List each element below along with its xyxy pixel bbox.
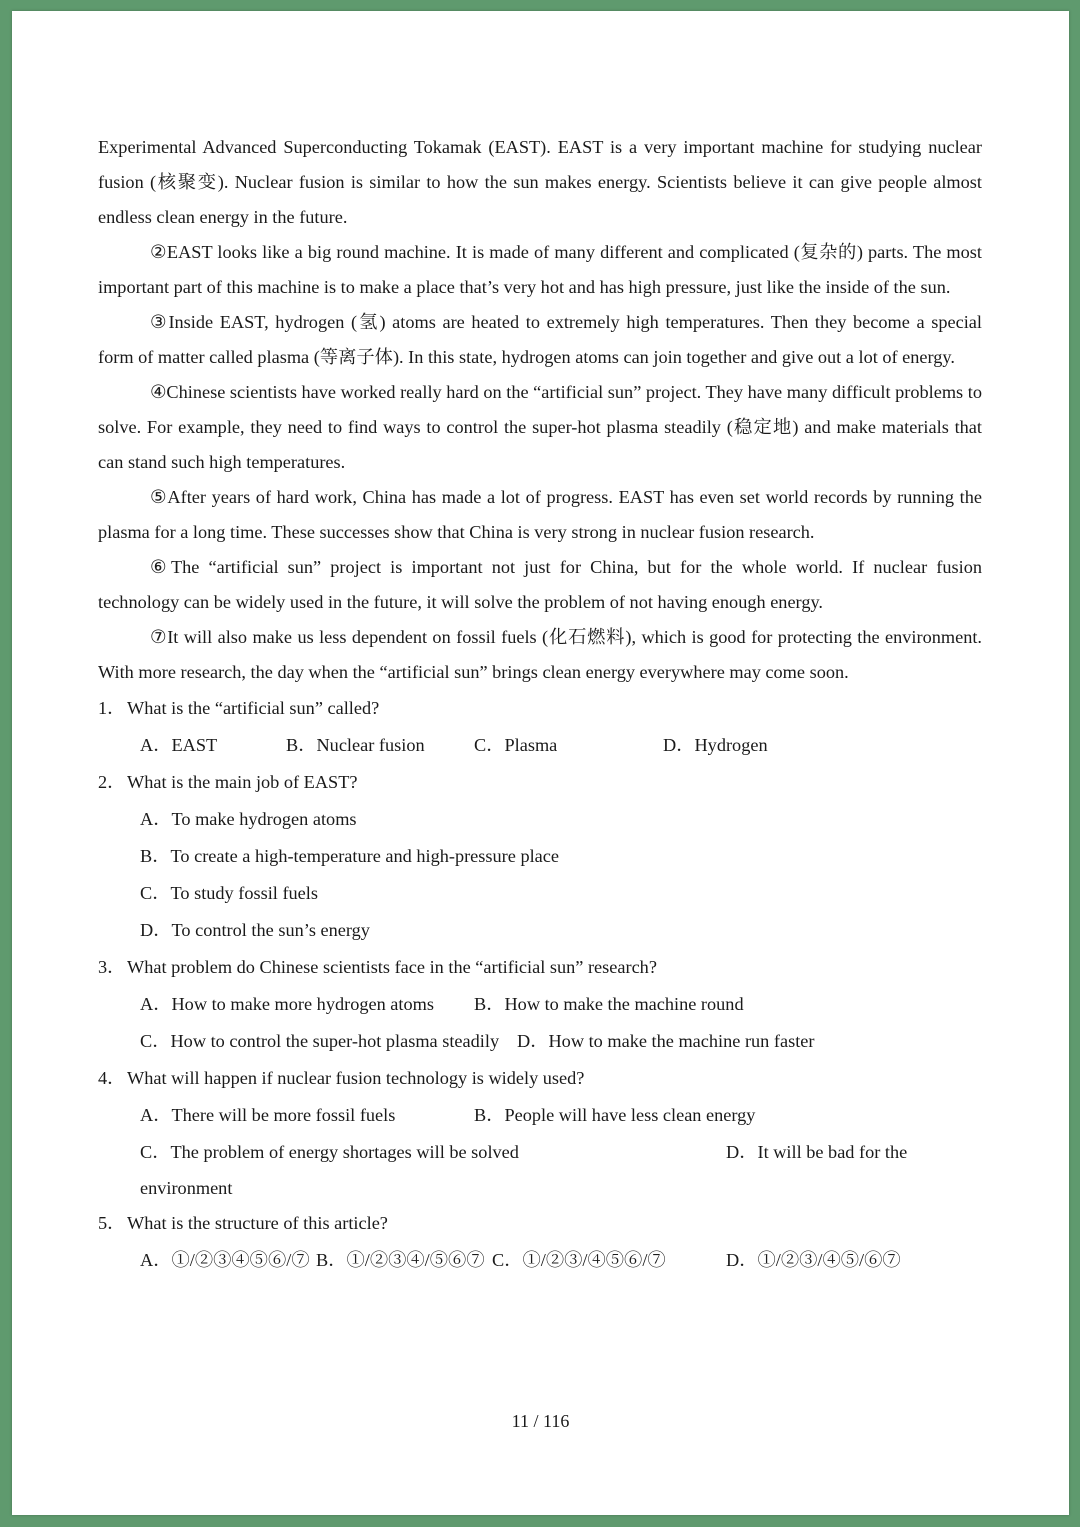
question-stem xyxy=(98,764,982,801)
page-number: 11 / 116 xyxy=(511,1411,570,1431)
option-a[interactable]: A．How to make more hydrogen atoms xyxy=(140,994,434,1014)
options-row xyxy=(98,1134,982,1171)
question-number: 1． xyxy=(98,698,126,718)
options-row xyxy=(98,986,982,1023)
passage-paragraph-4: ④Chinese scientists have worked really hard on the “artificial sun” project. They have many difficult problems to solve. For example, they need to find ways to control the super-hot plasma steadily (稳定地) and make materials that can stand such high temperatures. xyxy=(98,382,982,472)
question-stem xyxy=(98,1060,982,1097)
option-d[interactable]: D．It will be bad for the xyxy=(726,1142,908,1162)
option-c[interactable]: C．To study fossil fuels xyxy=(140,883,318,903)
option-a[interactable]: A．There will be more fossil fuels xyxy=(140,1105,396,1125)
question-number: 2． xyxy=(98,772,126,792)
option-b[interactable]: B．People will have less clean energy xyxy=(474,1105,756,1125)
passage-paragraph-6: ⑥The “artificial sun” project is important not just for China, but for the whole world. If nuclear fusion technology can be widely used in the future, it will solve the problem of not having enough energy. xyxy=(98,557,982,612)
option-a[interactable]: A．EAST xyxy=(140,735,218,755)
option-a[interactable]: A．①/②③④⑤⑥/⑦ xyxy=(140,1250,310,1270)
options-row xyxy=(98,1241,982,1280)
question-2 xyxy=(98,764,982,949)
question-text: What is the main job of EAST? xyxy=(127,772,358,792)
question-stem xyxy=(98,1206,982,1241)
option-d[interactable]: D．①/②③/④⑤/⑥⑦ xyxy=(726,1250,901,1270)
question-text: What problem do Chinese scientists face in the “artificial sun” research? xyxy=(127,957,657,977)
question-text: What is the “artificial sun” called? xyxy=(127,698,380,718)
option-c[interactable]: C．①/②③/④⑤⑥/⑦ xyxy=(492,1250,666,1270)
question-3 xyxy=(98,949,982,1060)
option-c[interactable]: C．Plasma xyxy=(474,735,558,755)
option-b[interactable]: B．To create a high-temperature and high-pressure place xyxy=(140,846,560,866)
options-row xyxy=(98,1097,982,1134)
question-number: 5． xyxy=(98,1213,126,1233)
question-number: 4． xyxy=(98,1068,126,1088)
option-d[interactable]: D．Hydrogen xyxy=(663,735,768,755)
question-number: 3． xyxy=(98,957,126,977)
passage-paragraph-7: ⑦It will also make us less dependent on fossil fuels (化石燃料), which is good for protecting the environment. With more research, the day when the “artificial sun” brings clean energy everywhere may come soon. xyxy=(98,627,982,682)
option-c[interactable]: C．The problem of energy shortages will be solved xyxy=(140,1142,519,1162)
option-b[interactable]: B．Nuclear fusion xyxy=(286,735,425,755)
options-row xyxy=(98,727,982,764)
option-a[interactable]: A．To make hydrogen atoms xyxy=(140,809,357,829)
option-b[interactable]: B．①/②③④/⑤⑥⑦ xyxy=(316,1250,485,1270)
option-b[interactable]: B．How to make the machine round xyxy=(474,994,744,1014)
question-5 xyxy=(98,1206,982,1280)
passage-paragraph-1: Experimental Advanced Superconducting Tokamak (EAST). EAST is a very important machine for studying nuclear fusion (核聚变). Nuclear fusion is similar to how the sun makes energy. Scientists believe it can give people almost endless clean energy in the future. xyxy=(98,137,982,227)
option-c[interactable]: C．How to control the super-hot plasma steadily xyxy=(140,1031,500,1051)
option-d[interactable]: D．How to make the machine run faster xyxy=(517,1031,815,1051)
document-page xyxy=(12,11,1069,1515)
question-4 xyxy=(98,1060,982,1206)
question-stem xyxy=(98,690,982,727)
passage-paragraph-3: ③Inside EAST, hydrogen (氢) atoms are heated to extremely high temperatures. Then they become a special form of matter called plasma (等离子体). In this state, hydrogen atoms can join together and give out a lot of energy. xyxy=(98,312,982,367)
option-d-continued: environment xyxy=(140,1178,233,1198)
question-stem xyxy=(98,949,982,986)
option-d[interactable]: D．To control the sun’s energy xyxy=(140,920,370,940)
passage-paragraph-2: ②EAST looks like a big round machine. It is made of many different and complicated (复杂的) parts. The most important part of this machine is to make a place that’s very hot and has high pressure, just like the inside of the sun. xyxy=(98,242,982,297)
options-row xyxy=(98,1023,982,1060)
document-content xyxy=(98,130,982,1280)
question-text: What is the structure of this article? xyxy=(127,1213,388,1233)
passage-paragraph-5: ⑤After years of hard work, China has made a lot of progress. EAST has even set world records by running the plasma for a long time. These successes show that China is very strong in nuclear fusion research. xyxy=(98,487,982,542)
question-text: What will happen if nuclear fusion technology is widely used? xyxy=(127,1068,585,1088)
question-1 xyxy=(98,690,982,764)
